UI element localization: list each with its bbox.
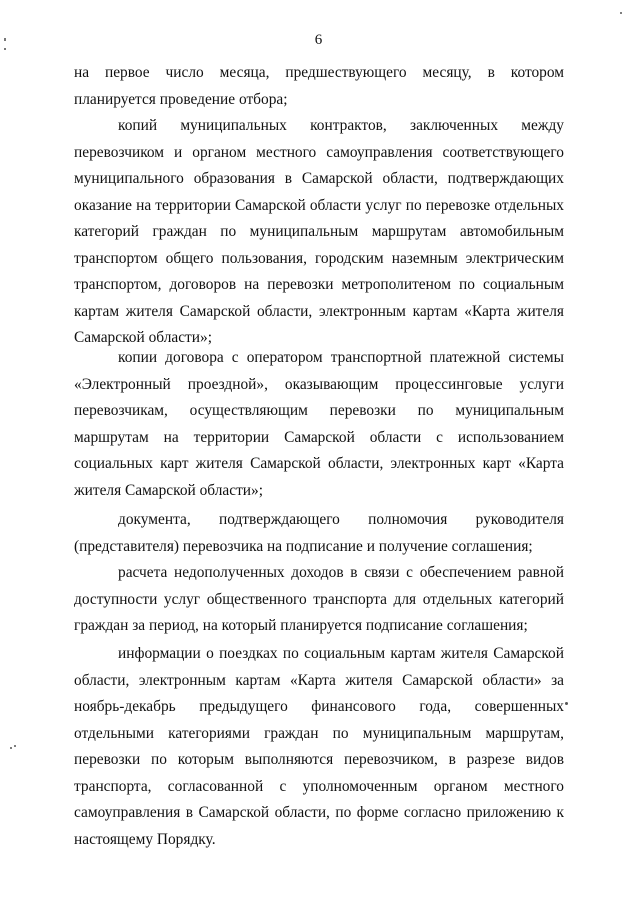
paragraph-continuation: на первое число месяца, предшествующего месяцу, в котором планируется проведение отбора; (74, 64, 564, 108)
scan-speck (620, 12, 622, 14)
scan-speck (14, 745, 16, 747)
paragraph-authority-document: документа, подтверждающего полномочия руководителя (представителя) перевозчика на подписание и получение соглашения; (74, 511, 564, 555)
paragraph-contracts: копий муниципальных контрактов, заключенных между перевозчиком и органом местного самоуправления соответствующего муниципального образования в Самарской области, подтверждающих оказание на территории Самарской области услуг по перевозке отдельных категорий граждан по муниципальным маршрутам автомобильным транспортом общего пользования, городским наземным электрическим транспортом, договоров на перевозки метрополитеном по социальным картам жителя Самарской области, электронным картам «Карта жителя Самарской области»; (74, 117, 564, 346)
scan-speck (10, 747, 12, 749)
paragraph-income-calculation: расчета недополученных доходов в связи с обеспечением равной доступности услуг общественного транспорта для отдельных категорий граждан за период, на который планируется подписание соглашения; (74, 564, 564, 634)
scan-edge-mark (4, 38, 6, 41)
paragraph-operator-agreement: копии договора с оператором транспортной платежной системы «Электронный проездной», оказывающим процессинговые услуги перевозчикам, осуществляющим перевозки по муниципальным маршрутам на территории Самарской области с использованием социальных карт жителя Самарской области, электронных карт «Карта жителя Самарской области»; (74, 349, 564, 499)
scan-speck (565, 702, 568, 705)
page-number: 6 (314, 32, 323, 48)
scan-edge-mark (4, 48, 6, 50)
paragraph-trips-information: информации о поездках по социальным картам жителя Самарской области, электронным картам «Карта жителя Самарской области» за ноябрь-декабрь предыдущего финансового года, совершенных отдельными категориями граждан по муниципальным маршрутам, перевозки по которым выполняются перевозчиком, в разрезе видов транспорта, согласованной с уполномоченным органом местного самоуправления в Самарской области, по форме согласно приложению к настоящему Порядку. (74, 645, 564, 848)
